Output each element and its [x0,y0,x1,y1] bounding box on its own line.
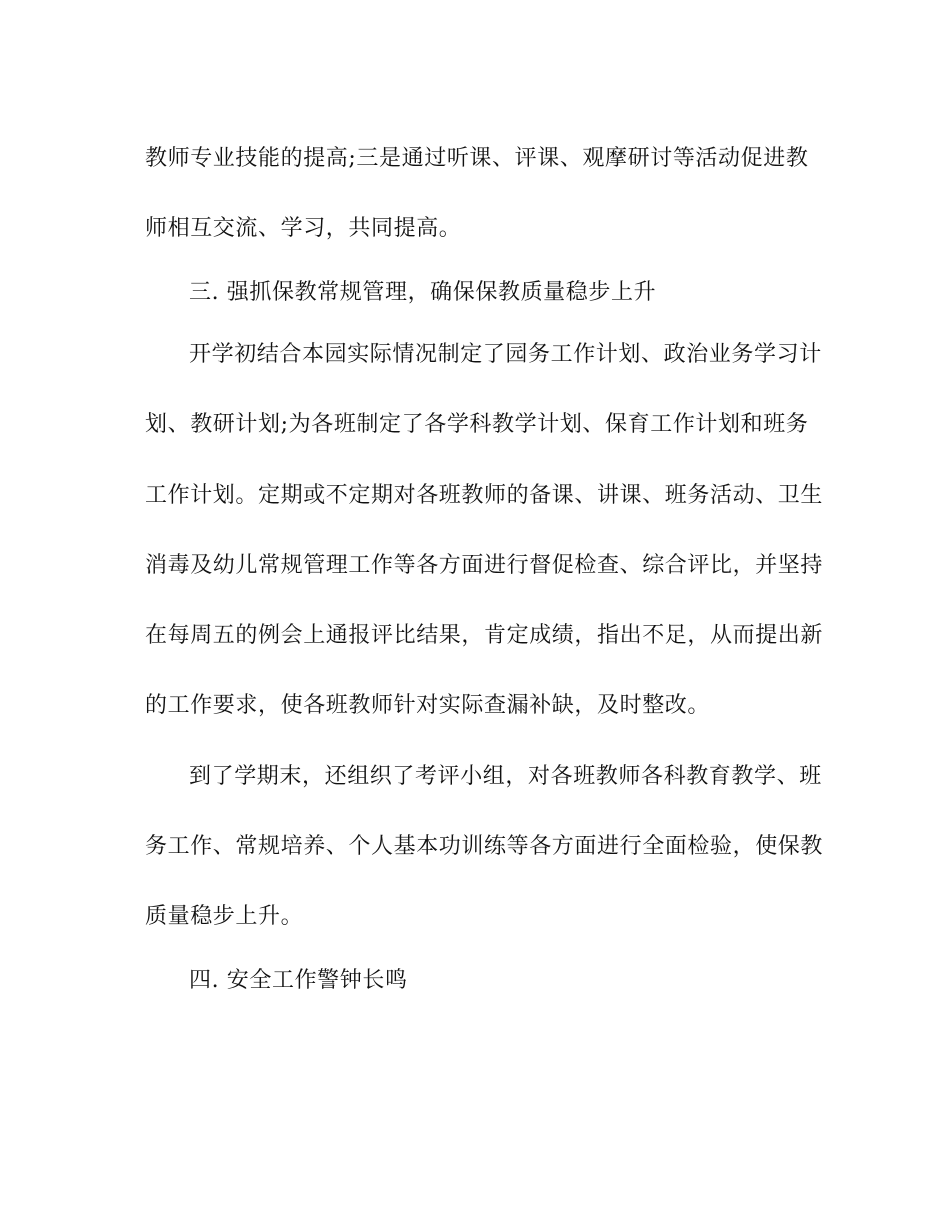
section-heading: 四. 安全工作警钟长鸣 [189,968,408,993]
text-line: 质量稳步上升。 [145,904,304,929]
text-line: 教师专业技能的提高;三是通过听课、评课、观摩研讨等活动促进教 [145,146,809,171]
text-line: 到了学期末，还组织了考评小组，对各班教师各科教育教学、班 [189,764,822,789]
text-line: 的工作要求，使各班教师针对实际查漏补缺，及时整改。 [145,693,711,718]
text-line: 划、教研计划;为各班制定了各学科教学计划、保育工作计划和班务 [145,412,809,437]
text-line: 开学初结合本园实际情况制定了园务工作计划、政治业务学习计 [189,342,822,367]
text-line: 工作计划。定期或不定期对各班教师的备课、讲课、班务活动、卫生 [145,483,824,508]
text-line: 务工作、常规培养、个人基本功训练等各方面进行全面检验，使保教 [145,834,824,859]
text-line: 在每周五的例会上通报评比结果，肯定成绩，指出不足，从而提出新 [145,623,824,648]
section-heading: 三. 强抓保教常规管理，确保保教质量稳步上升 [189,280,657,305]
text-line: 师相互交流、学习，共同提高。 [145,216,462,241]
text-line: 消毒及幼儿常规管理工作等各方面进行督促检查、综合评比，并坚持 [145,553,824,578]
